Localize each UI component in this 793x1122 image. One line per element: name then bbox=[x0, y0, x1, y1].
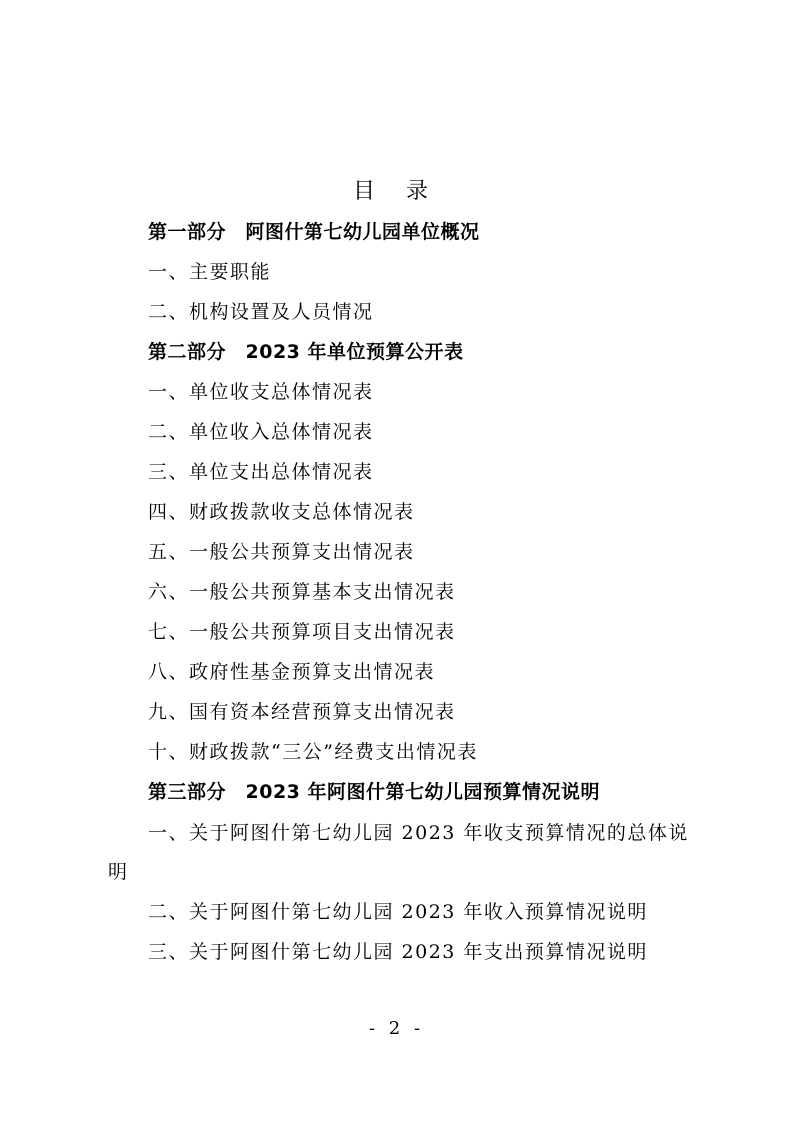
toc-item: 八、政府性基金预算支出情况表 bbox=[148, 661, 436, 683]
toc-item: 四、财政拨款收支总体情况表 bbox=[148, 501, 415, 523]
toc-item: 二、机构设置及人员情况 bbox=[148, 301, 374, 323]
toc-item: 三、关于阿图什第七幼儿园 2023 年支出预算情况说明 bbox=[148, 941, 648, 963]
toc-item: 十、财政拨款“三公”经费支出情况表 bbox=[148, 741, 478, 763]
part2-heading: 第二部分 2023 年单位预算公开表 bbox=[148, 341, 464, 363]
toc-item: 二、单位收入总体情况表 bbox=[148, 421, 374, 443]
part3-heading: 第三部分 2023 年阿图什第七幼儿园预算情况说明 bbox=[148, 781, 600, 803]
toc-item: 六、一般公共预算基本支出情况表 bbox=[148, 581, 456, 603]
toc-item: 一、关于阿图什第七幼儿园 2023 年收支预算情况的总体说明 bbox=[108, 822, 689, 883]
part1-heading: 第一部分 阿图什第七幼儿园单位概况 bbox=[148, 221, 480, 243]
toc-item: 一、单位收支总体情况表 bbox=[148, 381, 374, 403]
toc-item: 二、关于阿图什第七幼儿园 2023 年收入预算情况说明 bbox=[148, 901, 648, 923]
toc-item: 五、一般公共预算支出情况表 bbox=[148, 541, 415, 563]
toc-title: 目 录 bbox=[353, 179, 440, 204]
toc-item: 三、单位支出总体情况表 bbox=[148, 461, 374, 483]
toc-item: 七、一般公共预算项目支出情况表 bbox=[148, 621, 456, 643]
toc-item: 九、国有资本经营预算支出情况表 bbox=[148, 701, 456, 723]
page-number: - 2 - bbox=[368, 1018, 425, 1039]
toc-item: 一、主要职能 bbox=[148, 261, 272, 283]
